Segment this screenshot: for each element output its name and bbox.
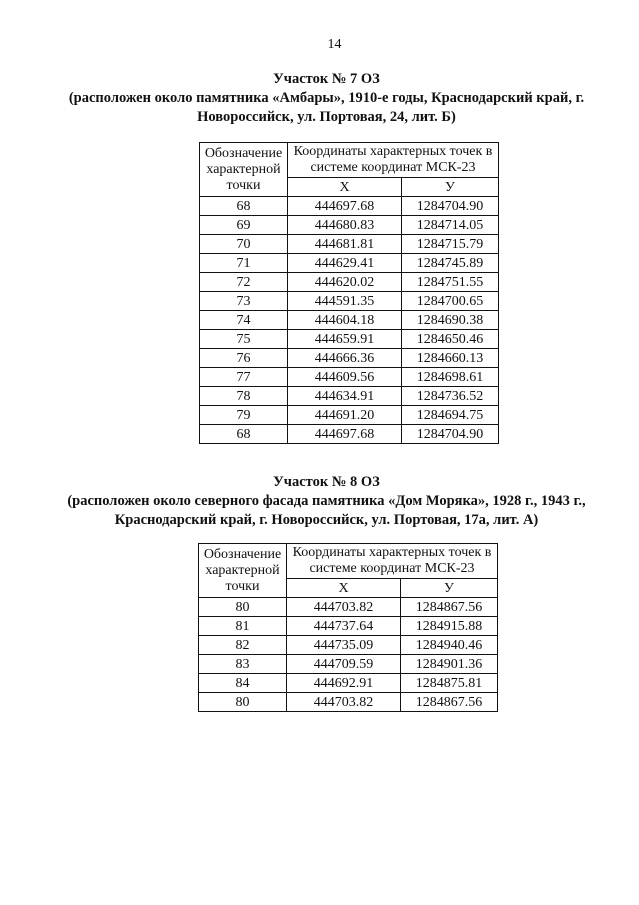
header-y: У [401, 579, 498, 598]
cell-x: 444697.68 [288, 425, 402, 444]
section-heading [0, 473, 639, 530]
cell-point: 75 [200, 330, 288, 349]
table-row [200, 216, 499, 235]
table-row [199, 655, 498, 674]
table-row [199, 693, 498, 712]
cell-y: 1284694.75 [402, 406, 499, 425]
table-row [200, 273, 499, 292]
section-title: Участок № 7 ОЗ [273, 71, 380, 87]
cell-y: 1284745.89 [402, 254, 499, 273]
cell-y: 1284736.52 [402, 387, 499, 406]
cell-point: 72 [200, 273, 288, 292]
cell-point: 82 [199, 636, 287, 655]
cell-point: 77 [200, 368, 288, 387]
section-description: (расположен около северного фасада памятника «Дом Моряка», 1928 г., 1943 г., Краснодарский край, г. Новороссийск, ул. Портовая, 17а, лит. А) [67, 493, 586, 528]
table-row [200, 406, 499, 425]
cell-point: 68 [200, 425, 288, 444]
table-row [200, 235, 499, 254]
cell-x: 444692.91 [287, 674, 401, 693]
cell-x: 444634.91 [288, 387, 402, 406]
table-row [199, 674, 498, 693]
cell-point: 84 [199, 674, 287, 693]
cell-x: 444703.82 [287, 598, 401, 617]
cell-point: 79 [200, 406, 288, 425]
cell-y: 1284867.56 [401, 598, 498, 617]
cell-x: 444609.56 [288, 368, 402, 387]
cell-point: 80 [199, 693, 287, 712]
cell-x: 444681.81 [288, 235, 402, 254]
cell-x: 444680.83 [288, 216, 402, 235]
cell-y: 1284700.65 [402, 292, 499, 311]
table-row [199, 636, 498, 655]
cell-x: 444666.36 [288, 349, 402, 368]
cell-point: 71 [200, 254, 288, 273]
cell-y: 1284704.90 [402, 197, 499, 216]
cell-y: 1284660.13 [402, 349, 499, 368]
cell-x: 444620.02 [288, 273, 402, 292]
section-description: (расположен около памятника «Амбары», 1910-е годы, Краснодарский край, г. Новороссийск, ул. Портовая, 24, лит. Б) [68, 90, 585, 125]
cell-point: 78 [200, 387, 288, 406]
cell-x: 444709.59 [287, 655, 401, 674]
cell-point: 80 [199, 598, 287, 617]
header-coordinates: Координаты характерных точек в системе координат МСК-23 [288, 143, 499, 178]
section-title: Участок № 8 ОЗ [273, 474, 380, 490]
table-row [200, 387, 499, 406]
cell-y: 1284940.46 [401, 636, 498, 655]
cell-x: 444629.41 [288, 254, 402, 273]
table-row [200, 330, 499, 349]
cell-x: 444703.82 [287, 693, 401, 712]
cell-point: 81 [199, 617, 287, 636]
cell-y: 1284650.46 [402, 330, 499, 349]
section-heading [0, 70, 639, 127]
section-plot-7 [0, 70, 639, 442]
cell-x: 444737.64 [287, 617, 401, 636]
table-body [199, 598, 498, 712]
table-row [200, 349, 499, 368]
header-coordinates: Координаты характерных точек в системе координат МСК-23 [287, 544, 498, 579]
cell-point: 83 [199, 655, 287, 674]
cell-y: 1284698.61 [402, 368, 499, 387]
cell-point: 68 [200, 197, 288, 216]
coordinates-table [199, 142, 499, 444]
cell-x: 444691.20 [288, 406, 402, 425]
header-y: У [402, 178, 499, 197]
cell-y: 1284751.55 [402, 273, 499, 292]
cell-point: 74 [200, 311, 288, 330]
table-row [200, 311, 499, 330]
cell-y: 1284690.38 [402, 311, 499, 330]
cell-x: 444604.18 [288, 311, 402, 330]
header-point: Обозначение характерной точки [200, 143, 288, 197]
section-plot-8 [0, 473, 639, 710]
table-row [200, 254, 499, 273]
table-row [200, 368, 499, 387]
cell-point: 73 [200, 292, 288, 311]
cell-point: 69 [200, 216, 288, 235]
header-x: X [287, 579, 401, 598]
table-row [200, 197, 499, 216]
cell-y: 1284875.81 [401, 674, 498, 693]
header-point: Обозначение характерной точки [199, 544, 287, 598]
cell-x: 444659.91 [288, 330, 402, 349]
cell-point: 76 [200, 349, 288, 368]
coordinates-table [198, 543, 498, 712]
table-row [199, 598, 498, 617]
cell-y: 1284901.36 [401, 655, 498, 674]
cell-y: 1284714.05 [402, 216, 499, 235]
cell-y: 1284704.90 [402, 425, 499, 444]
header-x: X [288, 178, 402, 197]
table-row [199, 617, 498, 636]
cell-y: 1284867.56 [401, 693, 498, 712]
cell-x: 444735.09 [287, 636, 401, 655]
cell-x: 444697.68 [288, 197, 402, 216]
table-body [200, 197, 499, 444]
table-row [200, 425, 499, 444]
cell-y: 1284915.88 [401, 617, 498, 636]
cell-point: 70 [200, 235, 288, 254]
table-row [200, 292, 499, 311]
cell-y: 1284715.79 [402, 235, 499, 254]
page-number: 14 [327, 37, 342, 52]
cell-x: 444591.35 [288, 292, 402, 311]
